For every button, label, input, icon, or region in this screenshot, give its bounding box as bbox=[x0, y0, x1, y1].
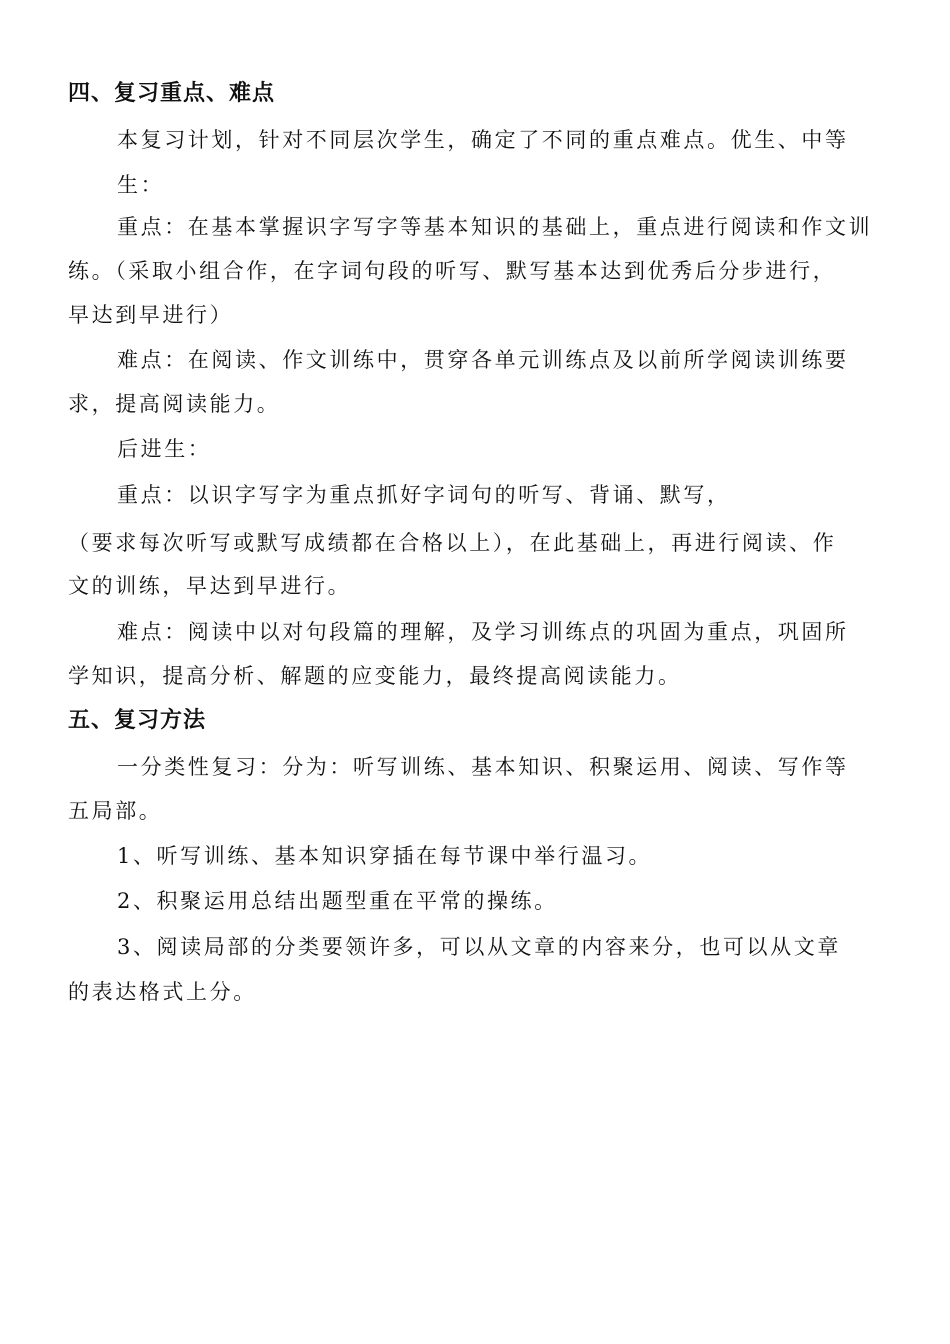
weak-students-key-line-1: 重点：以识字写字为重点抓好字词句的听写、背诵、默写， bbox=[117, 483, 731, 507]
good-students-key-line-1: 重点：在基本掌握识字写字等基本知识的基础上，重点进行阅读和作文训 bbox=[117, 215, 873, 239]
section-4-heading: 四、复习重点、难点 bbox=[68, 80, 276, 106]
good-students-key-line-3: 早达到早进行） bbox=[68, 303, 234, 327]
method-item-3-line-1: 3、阅读局部的分类要领许多，可以从文章的内容来分，也可以从文章 bbox=[117, 935, 841, 959]
weak-students-difficulty-line-1: 难点：阅读中以对句段篇的理解，及学习训练点的巩固为重点，巩固所 bbox=[117, 620, 849, 644]
good-students-key-line-2: 练。（采取小组合作，在字词句段的听写、默写基本达到优秀后分步进行， bbox=[68, 259, 837, 283]
weak-students-key-line-3: 文的训练，早达到早进行。 bbox=[68, 574, 352, 598]
weak-students-label: 后进生： bbox=[117, 437, 212, 461]
method-item-2: 2、积聚运用总结出题型重在平常的操练。 bbox=[117, 889, 558, 913]
section-5-intro-line-2: 五局部。 bbox=[68, 799, 163, 823]
method-item-1: 1、听写训练、基本知识穿插在每节课中举行温习。 bbox=[117, 844, 653, 868]
section-5-intro-line-1: 一分类性复习：分为：听写训练、基本知识、积聚运用、阅读、写作等 bbox=[117, 755, 849, 779]
section-4-intro-line-2: 生： bbox=[117, 173, 165, 197]
weak-students-difficulty-line-2: 学知识，提高分析、解题的应变能力，最终提高阅读能力。 bbox=[68, 664, 682, 688]
weak-students-key-line-2: （要求每次听写或默写成绩都在合格以上），在此基础上，再进行阅读、作 bbox=[68, 531, 837, 555]
section-4-intro-line-1: 本复习计划，针对不同层次学生，确定了不同的重点难点。优生、中等 bbox=[117, 128, 849, 152]
section-5-heading: 五、复习方法 bbox=[68, 707, 207, 733]
good-students-difficulty-line-2: 求，提高阅读能力。 bbox=[68, 392, 281, 416]
good-students-difficulty-line-1: 难点：在阅读、作文训练中，贯穿各单元训练点及以前所学阅读训练要 bbox=[117, 348, 849, 372]
method-item-3-line-2: 的表达格式上分。 bbox=[68, 980, 257, 1004]
